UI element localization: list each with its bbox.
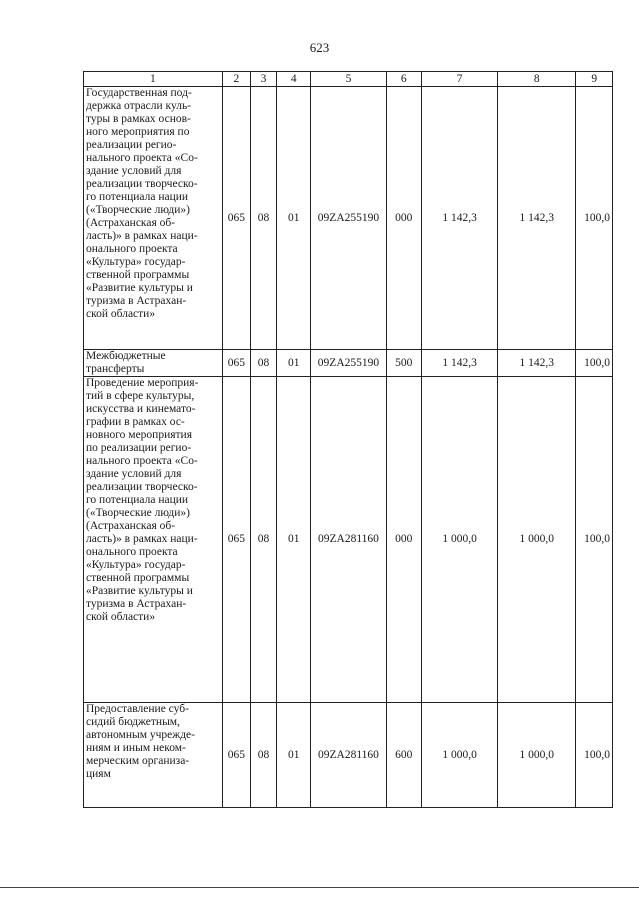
- approved-amount-cell: 1 142,3: [422, 87, 498, 350]
- column-header: 5: [311, 72, 386, 87]
- subsection-code-cell: 01: [277, 87, 311, 350]
- column-header: 4: [277, 72, 311, 87]
- column-header: 3: [250, 72, 276, 87]
- percent-cell: 100,0: [576, 350, 613, 377]
- column-header: 8: [498, 72, 576, 87]
- expense-type-cell: 600: [386, 703, 421, 808]
- ministry-code-cell: 065: [222, 87, 250, 350]
- table-header-row: [84, 72, 613, 87]
- executed-amount-cell: 1 000,0: [498, 377, 576, 703]
- subsection-code-cell: 01: [277, 350, 311, 377]
- percent-cell: 100,0: [576, 377, 613, 703]
- subsection-code-cell: 01: [277, 703, 311, 808]
- item-name-cell: Проведение мероприя- тий в сфере культуры, искусства и кинемато- графии в рамках ос- новного мероприятия по реализации регио- нального проекта «Со- здание условий для реализации творческо- го потенциала нации («Творческие люди») (Астраханская об- ласть)» в рамках наци- онального проекта «Культура» государ- ственной программы «Развитие культуры и туризма в Астрахан- ской области»: [84, 377, 223, 703]
- ministry-code-cell: 065: [222, 350, 250, 377]
- section-code-cell: 08: [250, 377, 276, 703]
- section-code-cell: 08: [250, 87, 276, 350]
- expense-type-cell: 500: [386, 350, 421, 377]
- approved-amount-cell: 1 000,0: [422, 703, 498, 808]
- executed-amount-cell: 1 142,3: [498, 350, 576, 377]
- target-article-cell: 09ZA255190: [311, 350, 386, 377]
- column-header: 7: [422, 72, 498, 87]
- table-row: [84, 377, 613, 703]
- approved-amount-cell: 1 142,3: [422, 350, 498, 377]
- table-row: [84, 87, 613, 350]
- item-name-cell: Межбюджетные трансферты: [84, 350, 223, 377]
- page-bottom-divider: [0, 887, 639, 888]
- column-header: 6: [386, 72, 421, 87]
- section-code-cell: 08: [250, 350, 276, 377]
- page-number: 623: [309, 40, 330, 55]
- expense-type-cell: 000: [386, 377, 421, 703]
- item-name-cell: Предоставление суб- сидий бюджетным, автономным учрежде- ниям и иным неком- мерческим организа- циям: [84, 703, 223, 808]
- target-article-cell: 09ZA281160: [311, 377, 386, 703]
- table-row: [84, 350, 613, 377]
- percent-cell: 100,0: [576, 703, 613, 808]
- ministry-code-cell: 065: [222, 703, 250, 808]
- executed-amount-cell: 1 142,3: [498, 87, 576, 350]
- approved-amount-cell: 1 000,0: [422, 377, 498, 703]
- item-name-cell: Государственная под- держка отрасли куль- туры в рамках основ- ного мероприятия по реализации регио- нального проекта «Со- здание условий для реализации творческо- го потенциала нации («Творческие люди») (Астраханская об- ласть)» в рамках наци- онального проекта «Культура» государ- ственной программы «Развитие культуры и туризма в Астрахан- ской области»: [84, 87, 223, 350]
- percent-cell: 100,0: [576, 87, 613, 350]
- subsection-code-cell: 01: [277, 377, 311, 703]
- table-row: [84, 703, 613, 808]
- target-article-cell: 09ZA281160: [311, 703, 386, 808]
- expense-type-cell: 000: [386, 87, 421, 350]
- target-article-cell: 09ZA255190: [311, 87, 386, 350]
- section-code-cell: 08: [250, 703, 276, 808]
- ministry-code-cell: 065: [222, 377, 250, 703]
- executed-amount-cell: 1 000,0: [498, 703, 576, 808]
- column-header: 9: [576, 72, 613, 87]
- budget-table: [83, 71, 613, 808]
- column-header: 1: [84, 72, 223, 87]
- column-header: 2: [222, 72, 250, 87]
